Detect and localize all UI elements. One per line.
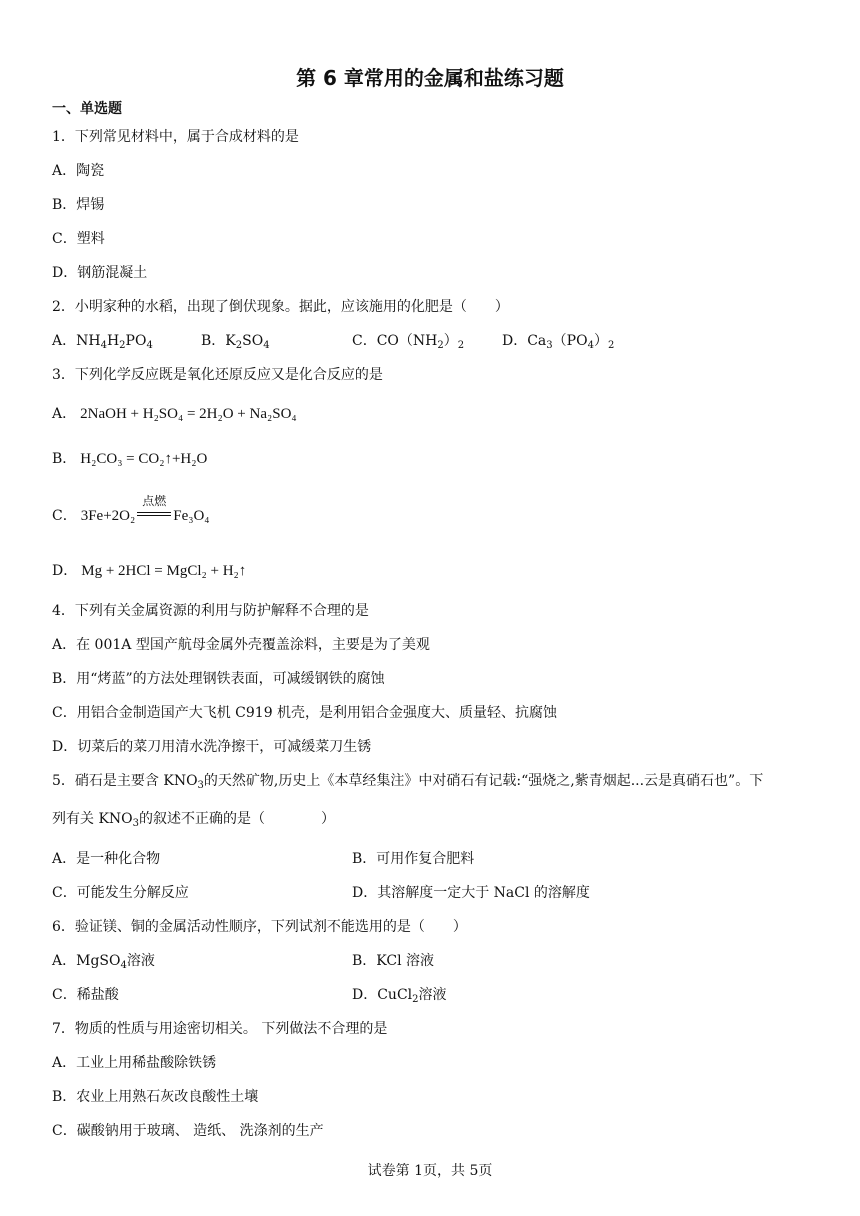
q3-option-a: A． 2NaOH + H₂SO₄ = 2H₂O + Na₂SO₄ <box>52 406 297 422</box>
reaction-condition: 点燃 <box>135 507 173 525</box>
q3-option-b: B． H₂CO₃ = CO₂↑+H₂O <box>52 451 208 467</box>
q4-option-c: C．用铝合金制造国产大飞机 C919 机壳，是利用铝合金强度大、质量轻、抗腐蚀 <box>52 705 558 721</box>
section-heading: 一、单选题 <box>52 101 122 117</box>
q6-option-b: B．KCl 溶液 <box>352 953 435 969</box>
q1-option-d: D．钢筋混凝土 <box>52 265 148 281</box>
q1-option-a: A．陶瓷 <box>52 163 105 179</box>
q4-option-d: D．切菜后的菜刀用清水洗净擦干，可减缓菜刀生锈 <box>52 739 372 755</box>
q5-option-c: C．可能发生分解反应 <box>52 885 189 901</box>
q4-option-a: A．在 001A 型国产航母金属外壳覆盖涂料，主要是为了美观 <box>52 637 430 653</box>
q5-option-b: B．可用作复合肥料 <box>352 851 475 867</box>
q5-stem-line2: 列有关 $KNO_3$的叙述不正确的是（ ） <box>52 811 336 829</box>
q2-option-d: D．$Ca_3(PO_4)_2$ <box>502 333 615 351</box>
q5-option-d: D．其溶解度一定大于 NaCl 的溶解度 <box>352 885 590 901</box>
q5-option-a: A．是一种化合物 <box>52 851 161 867</box>
q3-equation-a: 2NaOH + H₂SO₄ = 2H₂O + Na₂SO₄ <box>80 406 297 422</box>
q7-option-a: A．工业上用稀盐酸除铁锈 <box>52 1055 217 1071</box>
page-title: 第 6 章常用的金属和盐练习题 <box>296 66 564 90</box>
q2-option-a: A．$NH_4H_2PO_4$ <box>52 333 153 351</box>
q6-option-c: C．稀盐酸 <box>52 987 119 1003</box>
q6-option-a: A．MgSO$_4$溶液 <box>52 953 155 971</box>
q2-option-b: B．$K_2SO_4$ <box>201 333 270 351</box>
q2-option-c: C．$CO(NH_2)_2$ <box>352 333 465 351</box>
q5-stem-line1: 5．硝石是主要含 $KNO_3$的天然矿物,历史上《本草经集注》中对硝石有记载:“强烧之,紫青烟起...云是真硝石也”。下 <box>52 773 764 791</box>
q4-stem: 4．下列有关金属资源的利用与防护解释不合理的是 <box>52 603 369 619</box>
q4-option-b: B．用“烤蓝”的方法处理钢铁表面，可减缓钢铁的腐蚀 <box>52 671 385 687</box>
q3-equation-d: Mg + 2HCl = MgCl₂ + H₂↑ <box>81 563 247 579</box>
q7-option-b: B．农业上用熟石灰改良酸性土壤 <box>52 1089 259 1105</box>
q1-option-c: C．塑料 <box>52 231 105 247</box>
q6-option-d: D．CuCl$_2$溶液 <box>352 987 447 1005</box>
q1-stem: 1．下列常见材料中，属于合成材料的是 <box>52 129 299 145</box>
q7-option-c: C．碳酸钠用于玻璃、 造纸、 洗涤剂的生产 <box>52 1123 324 1139</box>
q6-stem: 6．验证镁、铜的金属活动性顺序，下列试剂不能选用的是（ ） <box>52 919 467 935</box>
q3-equation-b: H₂CO₃ = CO₂↑+H₂O <box>80 451 208 467</box>
q3-option-d: D． Mg + 2HCl = MgCl₂ + H₂↑ <box>52 563 247 579</box>
q2-stem: 2．小明家种的水稻，出现了倒伏现象。据此，应该施用的化肥是（ ） <box>52 299 509 315</box>
q7-stem: 7．物质的性质与用途密切相关。 下列做法不合理的是 <box>52 1021 388 1037</box>
q1-option-b: B．焊锡 <box>52 197 105 213</box>
page-footer: 试卷第 1页，共 5页 <box>367 1163 493 1179</box>
q3-stem: 3．下列化学反应既是氧化还原反应又是化合反应的是 <box>52 367 383 383</box>
q3-option-c: C． 3Fe+2O₂ 点燃 Fe₃O₄ <box>52 494 210 524</box>
